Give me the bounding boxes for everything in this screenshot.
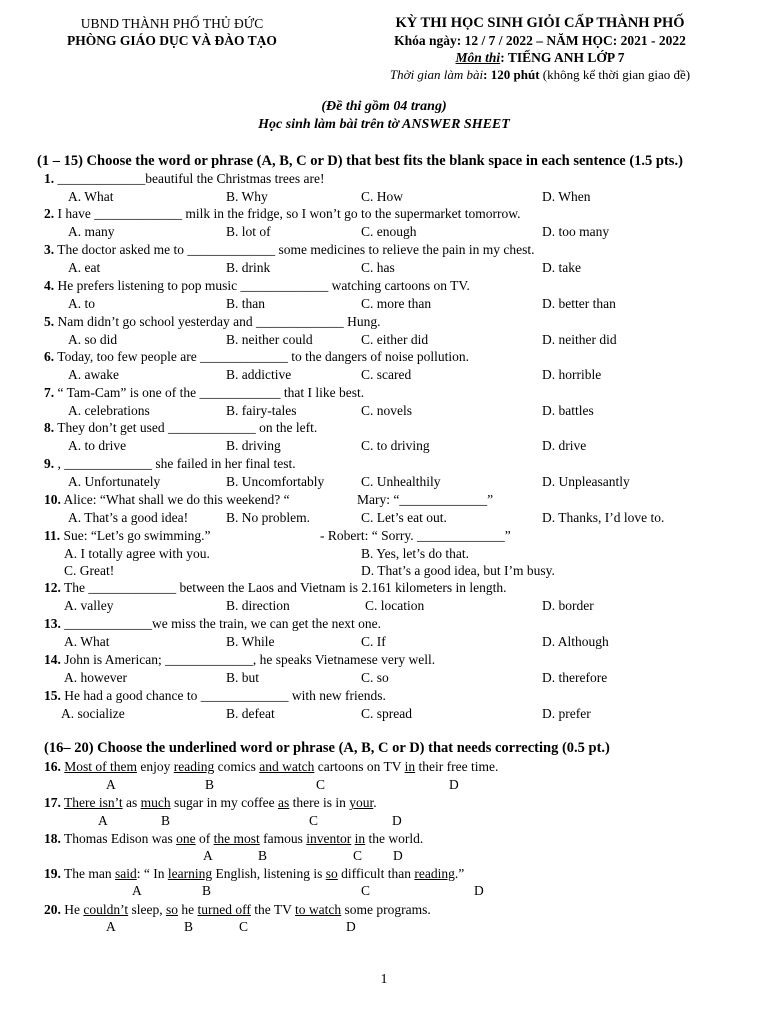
sentence-part: : “ In	[136, 866, 168, 881]
question-10	[44, 492, 290, 508]
letter-d: D	[392, 813, 402, 828]
option-b: B. While	[226, 634, 275, 649]
subject-value: : TIẾNG ANH LỚP 7	[500, 50, 625, 65]
question-text: He had a good chance to _____________ with new friends.	[64, 688, 386, 703]
option-c: C. Let’s eat out.	[361, 510, 447, 525]
sentence-part: he	[178, 902, 198, 917]
question-text: Sue: “Let’s go swimming.”	[63, 528, 211, 543]
letter-b: B	[258, 848, 268, 863]
option-c: C. so	[361, 670, 389, 685]
time-value: : 120 phút	[483, 67, 540, 82]
option-c-text: so	[325, 866, 338, 881]
option-c: C. either did	[361, 332, 429, 347]
option-d: D. Although	[542, 634, 609, 649]
question-number: 15.	[44, 688, 61, 703]
question-11	[44, 528, 211, 544]
sentence-part: Thomas Edison was	[64, 831, 177, 846]
question-number: 5.	[44, 314, 55, 329]
option-c: C. more than	[361, 296, 432, 311]
sentence-part: comics	[214, 759, 260, 774]
question-19	[44, 866, 464, 882]
sentence-part: English, listening is	[212, 866, 326, 881]
sentence-part: The man	[64, 866, 115, 881]
question-text: Alice: “What shall we do this weekend? “	[63, 492, 290, 507]
letter-b: B	[184, 919, 194, 934]
option-b: B. than	[226, 296, 265, 311]
question-number: 1.	[44, 171, 55, 186]
option-d: D. Thanks, I’d love to.	[542, 510, 665, 525]
option-a: A. socialize	[61, 706, 125, 721]
question-number: 18.	[44, 831, 61, 846]
option-a: A. to	[68, 296, 95, 311]
question-number: 9.	[44, 456, 55, 471]
exam-subject	[330, 49, 750, 66]
option-b: B. Why	[226, 189, 268, 204]
sentence-part: some programs.	[341, 902, 431, 917]
option-a: A. however	[64, 670, 127, 685]
option-b-text: reading	[173, 759, 215, 774]
option-c-text: inventor	[306, 831, 352, 846]
option-b-text: so	[166, 902, 179, 917]
education-department: PHÒNG GIÁO DỤC VÀ ĐÀO TẠO	[67, 33, 277, 48]
sentence-part: there is in	[289, 795, 350, 810]
question-number: 4.	[44, 278, 55, 293]
option-a: A. awake	[68, 367, 119, 382]
question-number: 3.	[44, 242, 55, 257]
option-d: D. too many	[542, 224, 610, 239]
option-c: C. novels	[361, 403, 413, 418]
option-d-text: reading	[414, 866, 455, 881]
question-text: The doctor asked me to _____________ some medicines to relieve the pain in my chest.	[57, 242, 535, 257]
letter-c: C	[361, 883, 371, 898]
option-d-text: in	[354, 831, 366, 846]
sentence-part: He	[64, 902, 84, 917]
option-c-text: as	[277, 795, 290, 810]
sentence-part: as	[122, 795, 141, 810]
question-9	[44, 456, 296, 472]
sentence-part: enjoy	[137, 759, 174, 774]
question-6	[44, 349, 469, 365]
question-text: “ Tam-Cam” is one of the ____________ that I like best.	[57, 385, 365, 400]
sentence-part: difficult than	[337, 866, 415, 881]
sentence-part: .	[373, 795, 377, 810]
option-d: D. horrible	[542, 367, 602, 382]
exam-date: Khóa ngày: 12 / 7 / 2022 – NĂM HỌC: 2021 - 2022	[394, 33, 686, 48]
question-16	[44, 759, 498, 775]
option-a-text: couldn’t	[83, 902, 129, 917]
option-a: A. I totally agree with you.	[64, 546, 210, 561]
option-b: B. No problem.	[226, 510, 310, 525]
option-d: D. drive	[542, 438, 587, 453]
letter-a: A	[98, 813, 108, 828]
question-number: 12.	[44, 580, 61, 595]
letter-a: A	[203, 848, 213, 863]
question-text: They don’t get used _____________ on the left.	[57, 420, 318, 435]
sentence-part: .”	[454, 866, 465, 881]
option-d: D. take	[542, 260, 581, 275]
sentence-part: sleep,	[128, 902, 166, 917]
option-b: B. addictive	[226, 367, 292, 382]
time-label: Thời gian làm bài	[389, 67, 484, 82]
question-text: , _____________ she failed in her final test.	[57, 456, 296, 471]
option-a: A. celebrations	[68, 403, 150, 418]
option-d: D. therefore	[542, 670, 608, 685]
sentence-part: sugar in my coffee	[170, 795, 278, 810]
sentence-part: their free time.	[415, 759, 499, 774]
question-number: 7.	[44, 385, 55, 400]
option-a: A. so did	[68, 332, 118, 347]
exam-title: KỲ THI HỌC SINH GIỎI CẤP THÀNH PHỐ	[395, 15, 685, 31]
option-a-text: said	[115, 866, 137, 881]
sentence-part: the world.	[365, 831, 424, 846]
option-d: D. neither did	[542, 332, 617, 347]
question-8	[44, 420, 317, 436]
letter-a: A	[132, 883, 142, 898]
option-b: B. driving	[226, 438, 281, 453]
question-text: He prefers listening to pop music _____________ watching cartoons on TV.	[57, 278, 470, 293]
letter-c: C	[309, 813, 319, 828]
letter-d: D	[449, 777, 459, 792]
question-text: The _____________ between the Laos and Vietnam is 2.161 kilometers in length.	[64, 580, 507, 595]
option-b: B. but	[226, 670, 260, 685]
sentence-part: cartoons on TV	[314, 759, 405, 774]
option-b: B. drink	[226, 260, 271, 275]
question-number: 6.	[44, 349, 55, 364]
question-13	[44, 616, 381, 632]
option-b-text: much	[140, 795, 171, 810]
letter-a: A	[106, 777, 116, 792]
question-text: I have _____________ milk in the fridge, so I won’t go to the supermarket tomorrow.	[57, 206, 521, 221]
option-a: A. many	[68, 224, 115, 239]
letter-c: C	[353, 848, 363, 863]
option-a: A. What	[68, 189, 114, 204]
option-d: D. battles	[542, 403, 594, 418]
option-c: C. If	[361, 634, 386, 649]
department-header	[22, 15, 322, 49]
letter-b: B	[205, 777, 215, 792]
option-a-text: one	[176, 831, 196, 846]
option-b: B. defeat	[226, 706, 275, 721]
option-b-text: learning	[167, 866, 213, 881]
letter-c: C	[239, 919, 249, 934]
page-count-note: (Đề thi gồm 04 trang)	[321, 99, 447, 114]
question-number: 14.	[44, 652, 61, 667]
section2-title: (16– 20) Choose the underlined word or phrase (A, B, C or D) that needs correcting (0.5 pt.)	[44, 740, 610, 756]
option-d: D. prefer	[542, 706, 591, 721]
exam-header	[330, 15, 750, 83]
option-c: C. Unhealthily	[361, 474, 441, 489]
option-c: C. scared	[361, 367, 412, 382]
question-3	[44, 242, 535, 258]
question-number: 13.	[44, 616, 61, 631]
option-d: D. border	[542, 598, 594, 613]
question-reply: - Robert: “ Sorry. _____________”	[320, 528, 511, 543]
question-text: Nam didn’t go school yesterday and _____________ Hung.	[57, 314, 381, 329]
option-d-text: to watch	[295, 902, 342, 917]
option-a: A. Unfortunately	[68, 474, 161, 489]
question-7	[44, 385, 364, 401]
option-b: B. fairy-tales	[226, 403, 297, 418]
option-c: C. Great!	[64, 563, 115, 578]
time-note: (không kể thời gian giao đề)	[539, 67, 691, 82]
option-a: A. valley	[64, 598, 114, 613]
option-a-text: There isn’t	[64, 795, 123, 810]
letter-d: D	[393, 848, 403, 863]
question-number: 11.	[44, 528, 61, 543]
option-a-text: Most of them	[64, 759, 137, 774]
sentence-part: the TV	[250, 902, 296, 917]
option-c-text: turned off	[197, 902, 251, 917]
option-b-text: the most	[213, 831, 260, 846]
option-a: A. What	[64, 634, 110, 649]
question-number: 2.	[44, 206, 55, 221]
city-committee: UBND THÀNH PHỐ THỦ ĐỨC	[80, 16, 264, 31]
question-number: 20.	[44, 902, 61, 917]
question-reply: Mary: “_____________”	[357, 492, 494, 507]
sentence-part: of	[195, 831, 214, 846]
letter-a: A	[106, 919, 116, 934]
answer-sheet-note: Học sinh làm bài trên tờ ANSWER SHEET	[258, 117, 510, 132]
letter-b: B	[202, 883, 212, 898]
option-c: C. location	[365, 598, 425, 613]
question-5	[44, 314, 380, 330]
question-14	[44, 652, 435, 668]
option-d-text: in	[404, 759, 416, 774]
option-a: A. eat	[68, 260, 101, 275]
option-c: C. How	[361, 189, 404, 204]
letter-c: C	[316, 777, 326, 792]
question-18	[44, 831, 423, 847]
question-text: _____________beautiful the Christmas trees are!	[57, 171, 325, 186]
option-d: D. When	[542, 189, 591, 204]
option-d: D. better than	[542, 296, 616, 311]
option-b: B. Yes, let’s do that.	[361, 546, 470, 561]
question-text: _____________we miss the train, we can get the next one.	[64, 616, 382, 631]
exam-time	[330, 66, 750, 83]
option-c: C. enough	[361, 224, 417, 239]
letter-b: B	[161, 813, 171, 828]
question-number: 10.	[44, 492, 61, 507]
question-number: 17.	[44, 795, 61, 810]
option-c: C. to driving	[361, 438, 430, 453]
subject-label: Môn thi	[455, 50, 501, 65]
question-4	[44, 278, 470, 294]
option-c: C. spread	[361, 706, 412, 721]
question-20	[44, 902, 431, 918]
question-number: 16.	[44, 759, 61, 774]
option-b: B. Uncomfortably	[226, 474, 325, 489]
question-12	[44, 580, 507, 596]
option-c-text: and watch	[259, 759, 315, 774]
option-d: D. That’s a good idea, but I’m busy.	[361, 563, 555, 578]
option-d: D. Unpleasantly	[542, 474, 630, 489]
section1-title: (1 – 15) Choose the word or phrase (A, B, C or D) that best fits the blank space in each sentence (1.5 pts.)	[37, 153, 683, 169]
option-a: A. That’s a good idea!	[68, 510, 189, 525]
option-b: B. direction	[226, 598, 290, 613]
question-number: 8.	[44, 420, 55, 435]
option-a: A. to drive	[68, 438, 127, 453]
option-b: B. lot of	[226, 224, 271, 239]
option-d-text: your	[349, 795, 374, 810]
page-number: 1	[380, 972, 388, 987]
sentence-part: famous	[259, 831, 307, 846]
question-text: John is American; _____________, he speaks Vietnamese very well.	[64, 652, 436, 667]
question-text: Today, too few people are _____________ to the dangers of noise pollution.	[57, 349, 469, 364]
question-2	[44, 206, 521, 222]
option-c: C. has	[361, 260, 395, 275]
option-b: B. neither could	[226, 332, 313, 347]
letter-d: D	[474, 883, 484, 898]
question-1	[44, 171, 324, 187]
question-15	[44, 688, 386, 704]
question-17	[44, 795, 377, 811]
letter-d: D	[346, 919, 356, 934]
question-number: 19.	[44, 866, 61, 881]
